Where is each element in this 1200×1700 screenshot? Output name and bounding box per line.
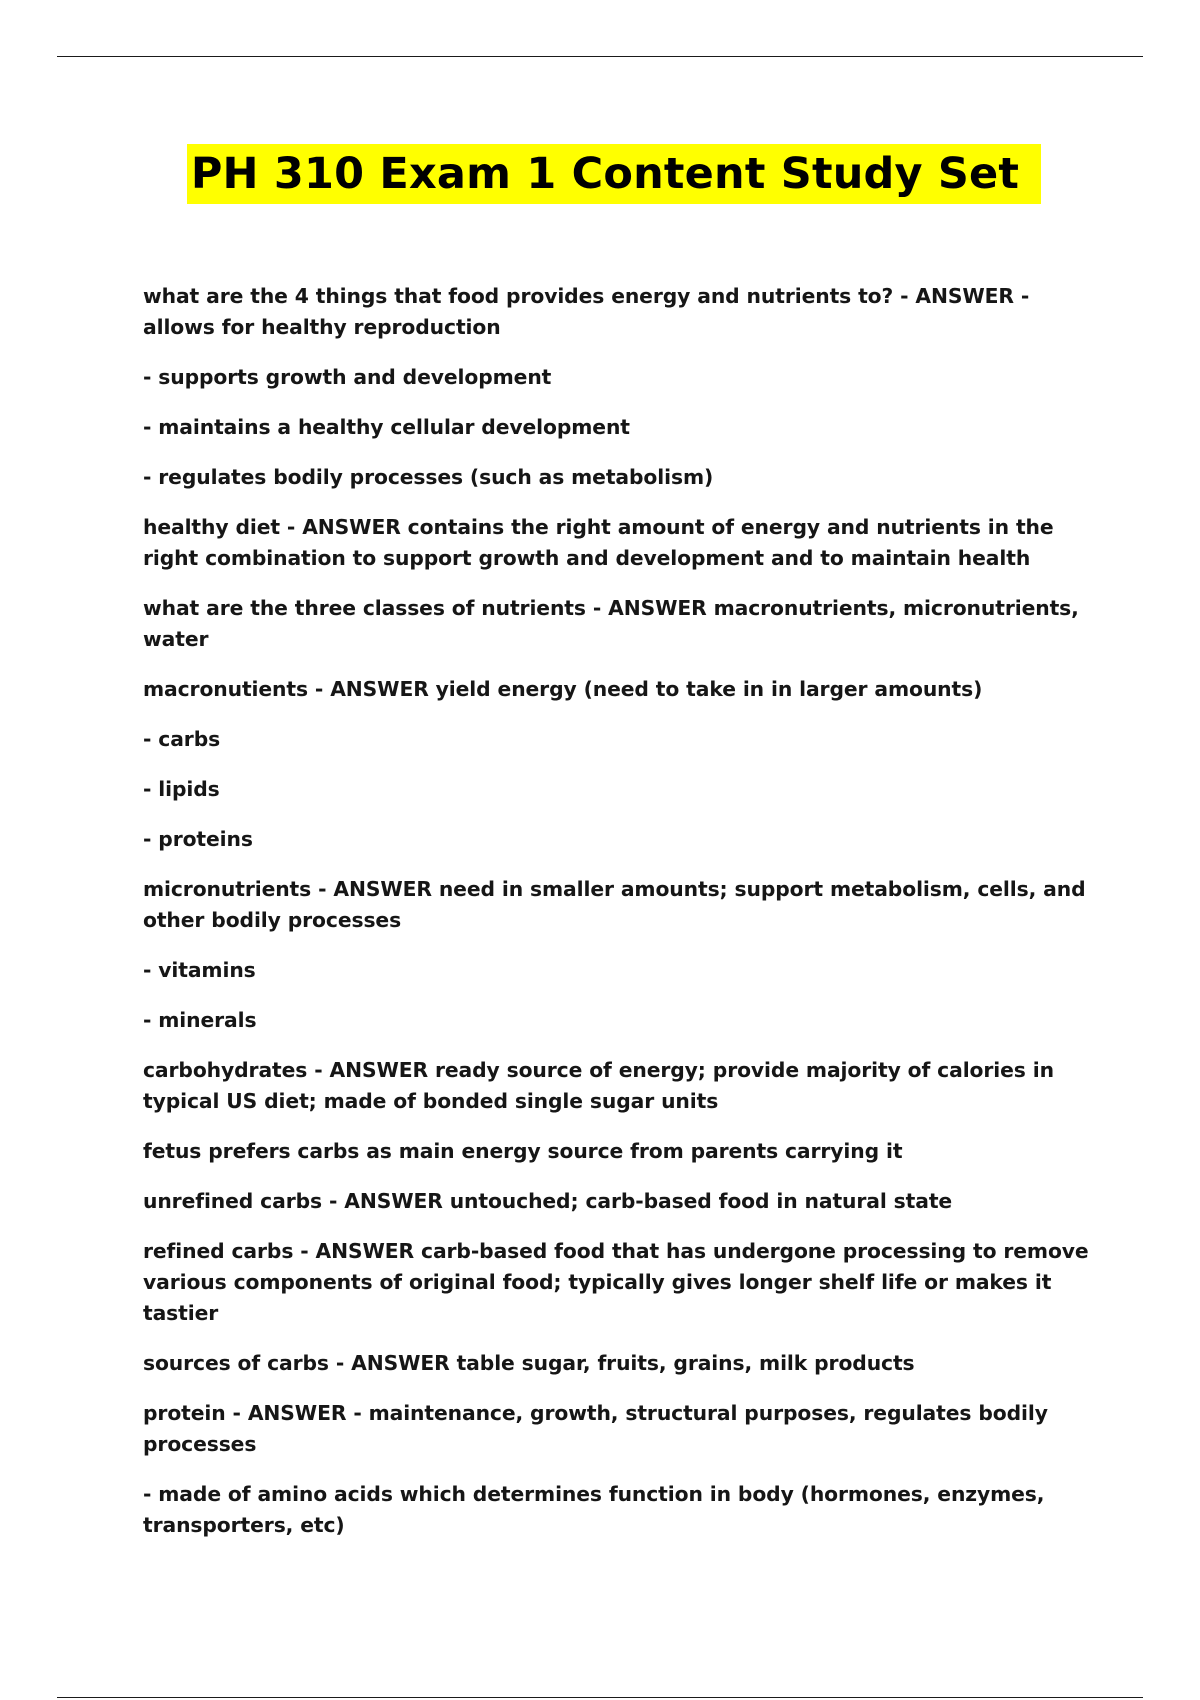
entry-carbs: - carbs — [143, 727, 221, 751]
entry-minerals: - minerals — [143, 1008, 257, 1032]
footer-rule — [57, 1697, 1143, 1698]
entry-cellular-development: - maintains a healthy cellular development — [143, 415, 630, 439]
entry-proteins: - proteins — [143, 827, 253, 851]
entry-lipids: - lipids — [143, 777, 220, 801]
entry-fetus-carbs: fetus prefers carbs as main energy source from parents carrying it — [143, 1139, 903, 1163]
entry-nutrient-classes: what are the three classes of nutrients - ANSWER macronutrients, micronutrients, water — [143, 596, 1079, 651]
entry-amino-acids: - made of amino acids which determines function in body (hormones, enzymes, transporters, etc) — [143, 1482, 1045, 1537]
document-body — [143, 281, 1103, 1560]
entry-micronutrients: micronutrients - ANSWER need in smaller amounts; support metabolism, cells, and other bodily processes — [143, 877, 1086, 932]
entry-vitamins: - vitamins — [143, 958, 256, 982]
entry-bodily-processes: - regulates bodily processes (such as metabolism) — [143, 465, 714, 489]
header-rule — [57, 56, 1143, 57]
entry-macronutrients: macronutients - ANSWER yield energy (need to take in in larger amounts) — [143, 677, 983, 701]
entry-healthy-diet: healthy diet - ANSWER contains the right amount of energy and nutrients in the right combination to support growth and development and to maintain health — [143, 515, 1054, 570]
entry-carbohydrates: carbohydrates - ANSWER ready source of energy; provide majority of calories in typical US diet; made of bonded single sugar units — [143, 1058, 1054, 1113]
document-title: PH 310 Exam 1 Content Study Set — [187, 144, 1041, 204]
entry-unrefined-carbs: unrefined carbs - ANSWER untouched; carb-based food in natural state — [143, 1189, 953, 1213]
title-block — [0, 144, 1200, 204]
entry-refined-carbs: refined carbs - ANSWER carb-based food that has undergone processing to remove various components of original food; typically gives longer shelf life or makes it tastier — [143, 1239, 1089, 1325]
entry-growth-development: - supports growth and development — [143, 365, 552, 389]
entry-protein: protein - ANSWER - maintenance, growth, structural purposes, regulates bodily processes — [143, 1401, 1048, 1456]
entry-sources-of-carbs: sources of carbs - ANSWER table sugar, fruits, grains, milk products — [143, 1351, 915, 1375]
entry-food-provides: what are the 4 things that food provides energy and nutrients to? - ANSWER - allows for healthy reproduction — [143, 284, 1030, 339]
